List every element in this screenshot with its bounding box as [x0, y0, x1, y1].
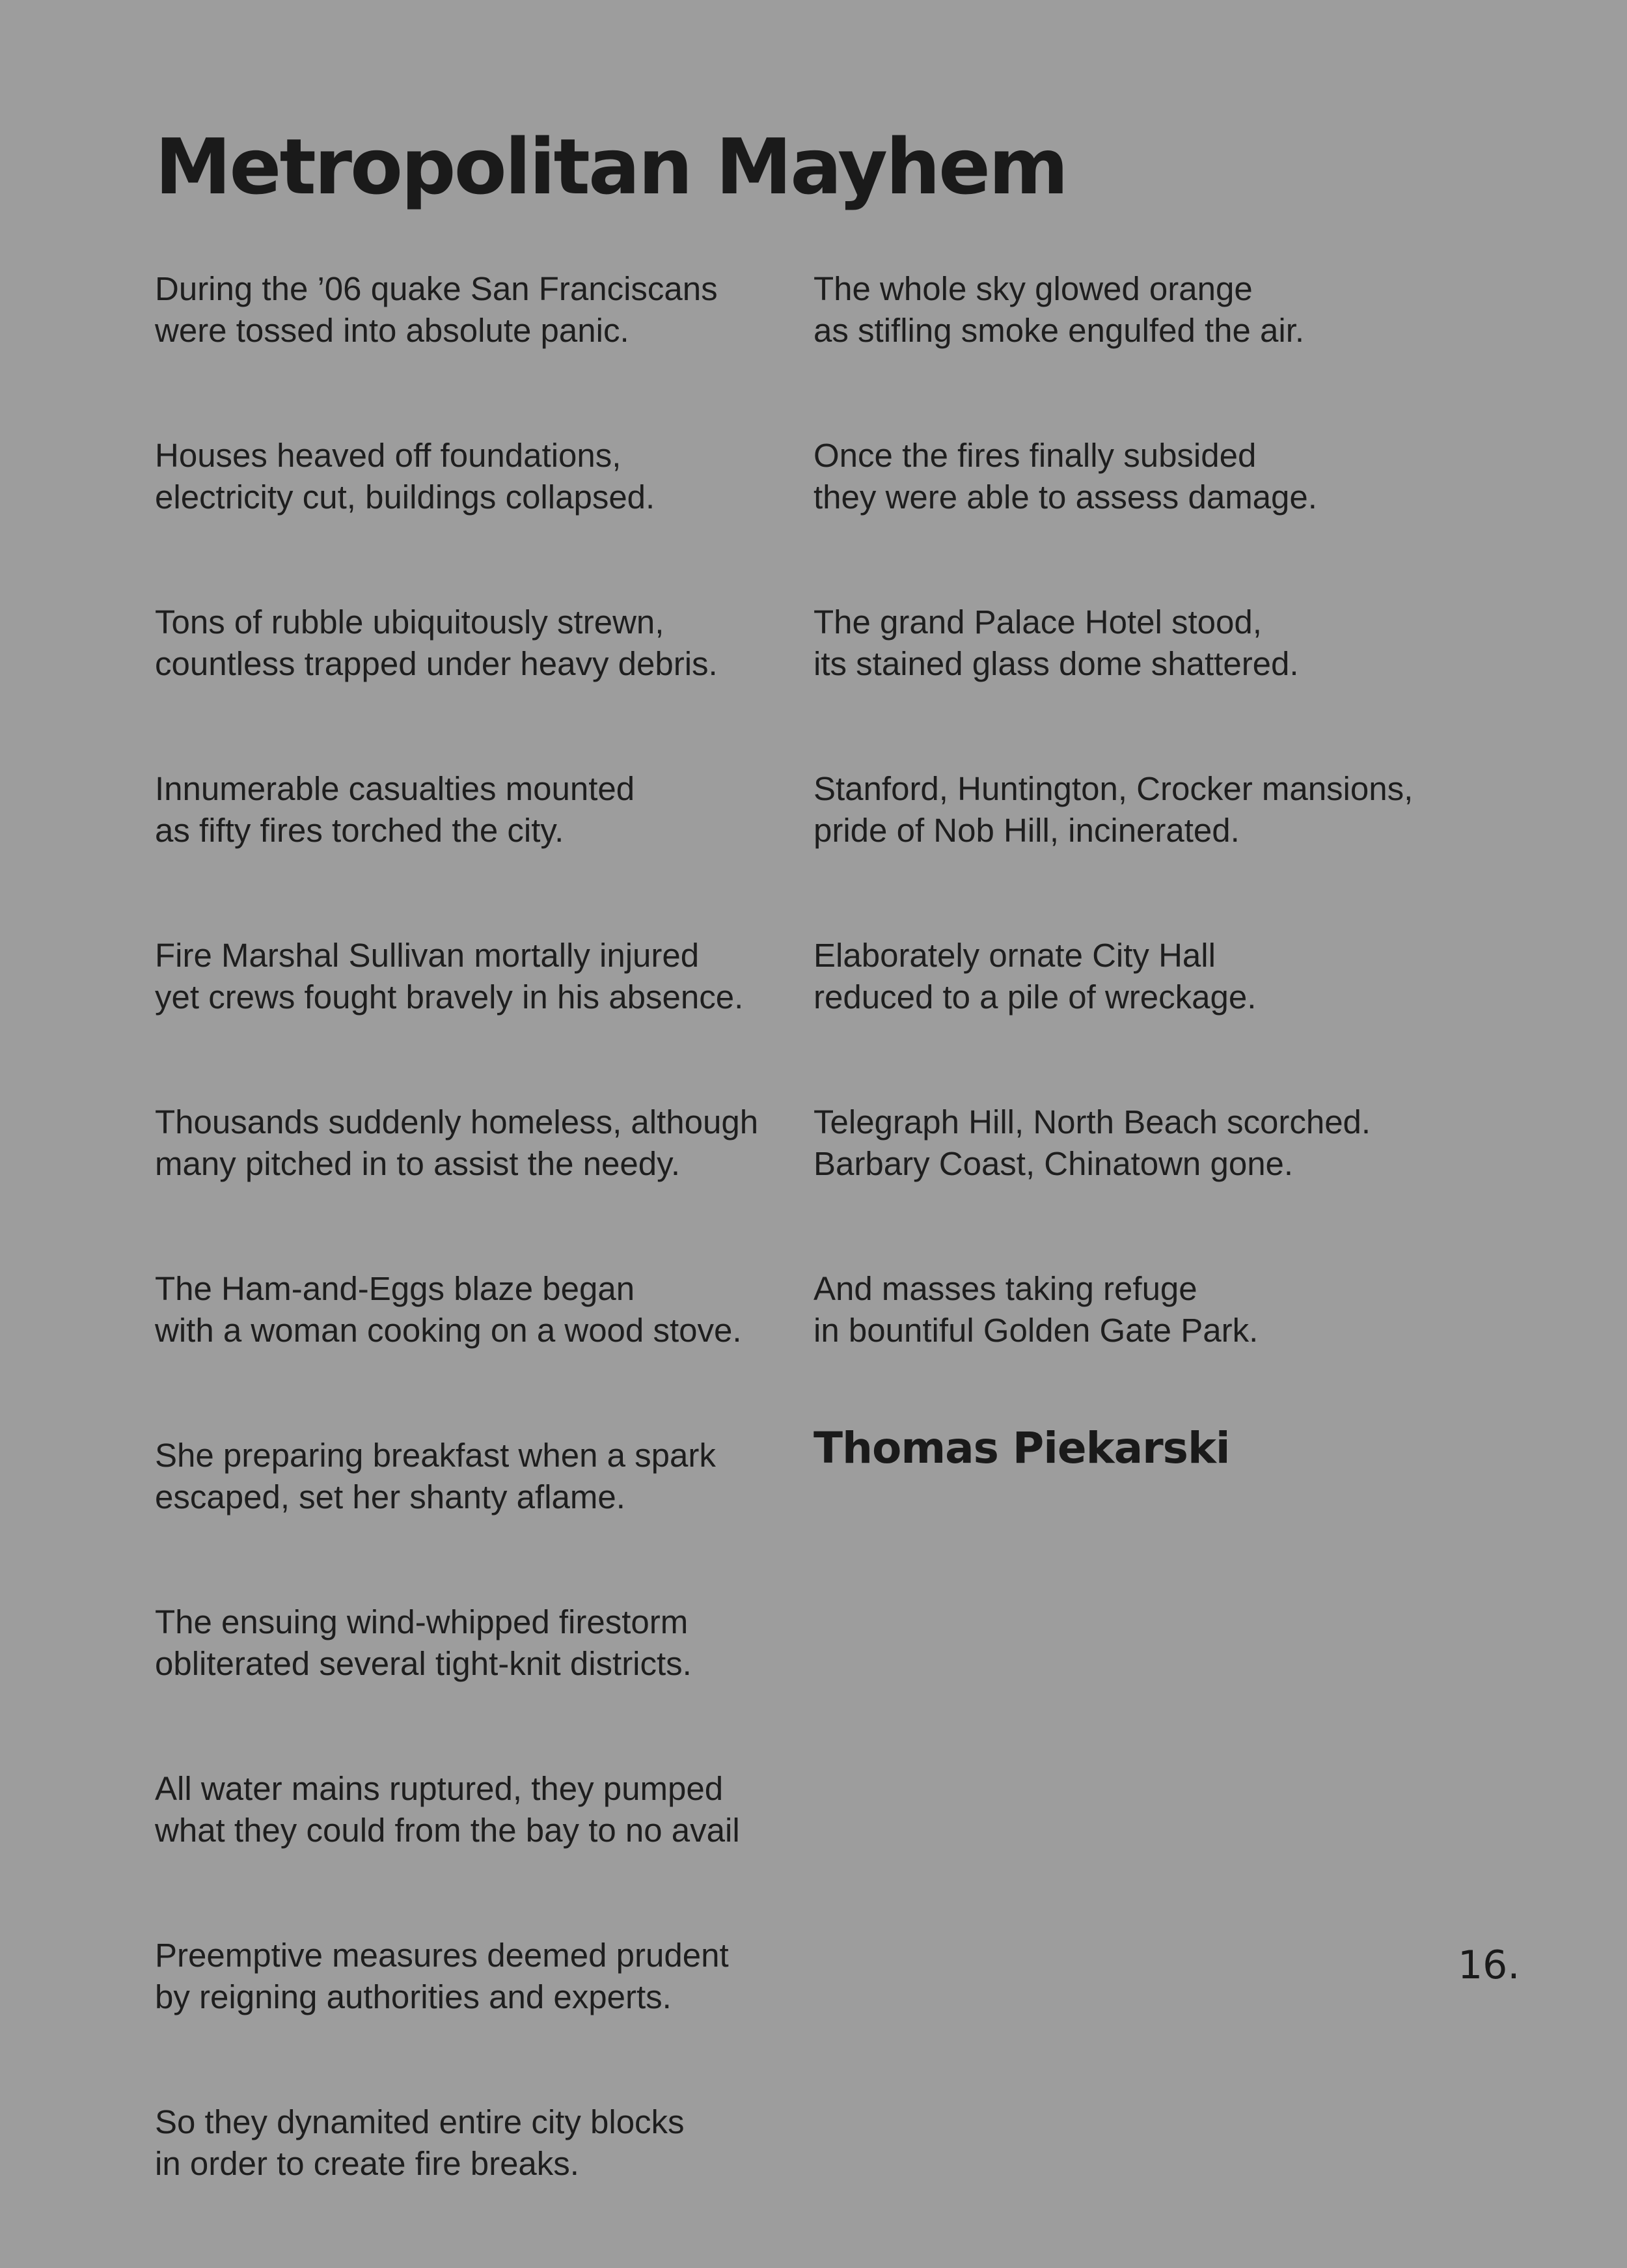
poem-line: Stanford, Huntington, Crocker mansions, — [814, 770, 1414, 807]
stanza — [814, 602, 1464, 685]
page-number: 16. — [1458, 1943, 1520, 1988]
stanza — [155, 2101, 806, 2185]
poem-line: Preemptive measures deemed prudent — [155, 1937, 729, 1974]
stanza — [155, 935, 806, 1018]
poem-line: as stifling smoke engulfed the air. — [814, 312, 1305, 349]
stanza — [155, 1601, 806, 1685]
poem-line: Telegraph Hill, North Beach scorched. — [814, 1103, 1371, 1141]
poem-line: The whole sky glowed orange — [814, 270, 1253, 307]
stanza — [814, 268, 1464, 352]
stanza — [814, 935, 1464, 1018]
stanza — [155, 768, 806, 851]
stanza — [814, 1268, 1464, 1351]
poem-line: Tons of rubble ubiquitously strewn, — [155, 603, 664, 641]
poem-line: Houses heaved off foundations, — [155, 437, 622, 474]
poem-line: as fifty fires torched the city. — [155, 812, 564, 849]
poem-line: The grand Palace Hotel stood, — [814, 603, 1262, 641]
poem-line: with a woman cooking on a wood stove. — [155, 1312, 742, 1349]
poem-line: by reigning authorities and experts. — [155, 1978, 672, 2015]
poem-line: So they dynamited entire city blocks — [155, 2103, 685, 2140]
stanza — [814, 768, 1464, 851]
poem-line: in order to create fire breaks. — [155, 2145, 579, 2182]
poem-line: Fire Marshal Sullivan mortally injured — [155, 937, 700, 974]
stanza — [155, 1435, 806, 1518]
stanza — [155, 268, 806, 352]
poem-line: During the ’06 quake San Franciscans — [155, 270, 718, 307]
poem-line: escaped, set her shanty aflame. — [155, 1478, 625, 1515]
stanza — [814, 435, 1464, 518]
right-column — [814, 268, 1464, 1473]
poem-line: The ensuing wind-whipped firestorm — [155, 1603, 689, 1640]
poem-line: what they could from the bay to no avail — [155, 1812, 740, 1849]
poem-line: Barbary Coast, Chinatown gone. — [814, 1145, 1294, 1182]
poem-line: Innumerable casualties mounted — [155, 770, 635, 807]
poem-title: Metropolitan Mayhem — [155, 122, 1067, 212]
stanza — [155, 1268, 806, 1351]
poem-line: its stained glass dome shattered. — [814, 645, 1299, 682]
poem-line: they were able to assess damage. — [814, 478, 1317, 516]
poem-line: were tossed into absolute panic. — [155, 312, 629, 349]
poem-line: Elaborately ornate City Hall — [814, 937, 1216, 974]
poem-line: reduced to a pile of wreckage. — [814, 978, 1257, 1016]
poem-line: The Ham-and-Eggs blaze began — [155, 1270, 635, 1307]
poem-line: All water mains ruptured, they pumped — [155, 1770, 724, 1807]
poem-line: countless trapped under heavy debris. — [155, 645, 718, 682]
stanza — [155, 1768, 806, 1851]
stanza — [155, 1101, 806, 1185]
poem-line: Thousands suddenly homeless, although — [155, 1103, 759, 1141]
poem-line: yet crews fought bravely in his absence. — [155, 978, 744, 1016]
author-name: Thomas Piekarski — [814, 1423, 1230, 1473]
stanza — [814, 1101, 1464, 1185]
poem-line: pride of Nob Hill, incinerated. — [814, 812, 1240, 849]
stanza — [155, 435, 806, 518]
poem-line: many pitched in to assist the needy. — [155, 1145, 681, 1182]
left-column — [155, 268, 806, 2268]
poem-line: And masses taking refuge — [814, 1270, 1197, 1307]
poem-line: obliterated several tight-knit districts. — [155, 1645, 692, 1682]
poem-line: She preparing breakfast when a spark — [155, 1437, 716, 1474]
stanza — [155, 1935, 806, 2018]
stanza — [155, 602, 806, 685]
poem-line: electricity cut, buildings collapsed. — [155, 478, 655, 516]
poem-line: Once the fires finally subsided — [814, 437, 1257, 474]
poem-line: in bountiful Golden Gate Park. — [814, 1312, 1259, 1349]
